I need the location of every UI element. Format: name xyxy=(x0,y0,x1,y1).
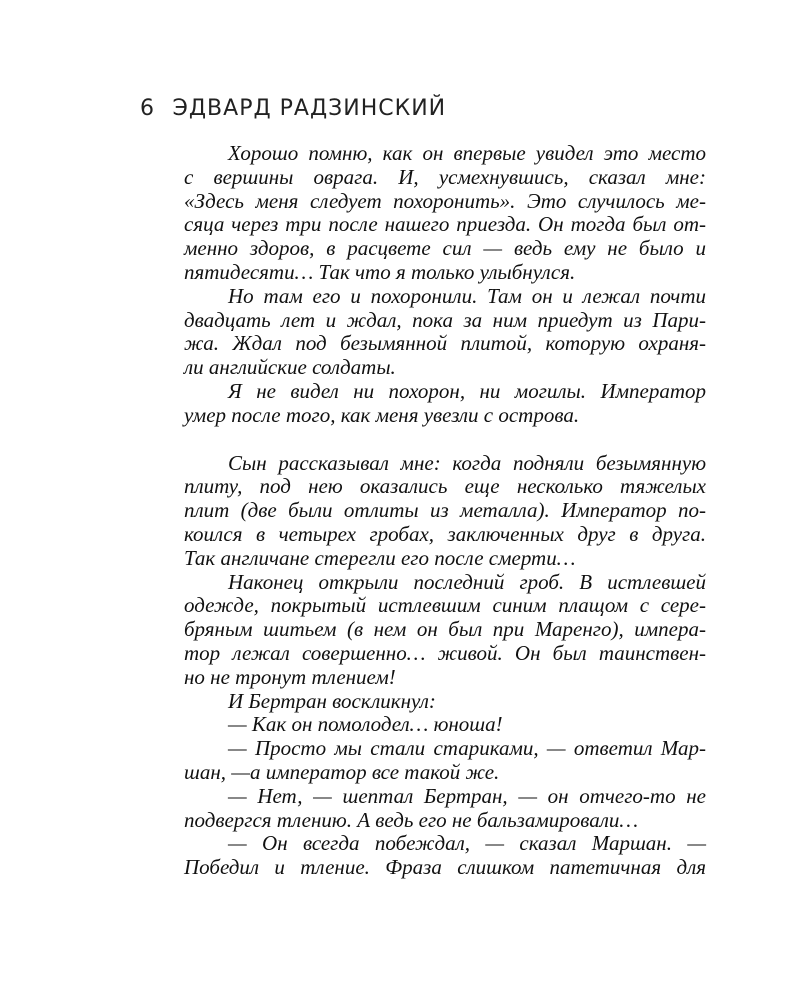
text-line: двадцать лет и ждал, пока за ним приедут из Пари- xyxy=(184,307,706,332)
text-line: сяца через три после нашего приезда. Он тогда был от- xyxy=(184,212,706,237)
text-line: — Он всегда побеждал, — сказал Маршан. — xyxy=(228,831,706,856)
paragraph xyxy=(140,737,706,785)
text-line: бряным шитьем (в нем он был при Маренго), импера- xyxy=(184,617,706,642)
section-break xyxy=(140,428,706,452)
paragraph xyxy=(140,571,706,690)
paragraph xyxy=(140,713,706,737)
text-line: ли английские солдаты. xyxy=(184,355,396,380)
text-line: И Бертран воскликнул: xyxy=(228,688,436,713)
text-line: — Как он помолодел… юноша! xyxy=(228,712,503,737)
text-line: Сын рассказывал мне: когда подняли безымянную xyxy=(228,450,706,475)
paragraph xyxy=(140,832,706,880)
text-line: Наконец открыли последний гроб. В истлевшей xyxy=(228,569,706,594)
text-line: подвергся тлению. А ведь его не бальзамировали… xyxy=(184,807,639,832)
text-line: Но там его и похоронили. Там он и лежал почти xyxy=(228,283,706,308)
text-line: плиту, под нею оказались еще несколько тяжелых xyxy=(184,474,706,499)
text-line: плит (две были отлиты из металла). Император по- xyxy=(184,498,706,523)
paragraph xyxy=(140,690,706,714)
text-line: но не тронут тлением! xyxy=(184,664,396,689)
text-line: «Здесь меня следует похоронить». Это случилось ме- xyxy=(184,188,706,213)
paragraph xyxy=(140,380,706,428)
text-line: менно здоров, в расцвете сил — ведь ему не было и xyxy=(184,236,706,261)
text-line: — Просто мы стали стариками, — ответил Мар- xyxy=(228,736,706,761)
text-line: Я не видел ни похорон, ни могилы. Император xyxy=(228,378,706,403)
text-line: Хорошо помню, как он впервые увидел это место xyxy=(228,141,706,165)
text-line: Так англичане стерегли его после смерти… xyxy=(184,545,576,570)
running-head: ЭДВАРД РАДЗИНСКИЙ xyxy=(172,96,447,121)
text-line: шан, —а император все такой же. xyxy=(184,759,500,784)
text-line: Победил и тление. Фраза слишком патетичная для xyxy=(184,855,706,880)
text-line: — Нет, — шептал Бертран, — он отчего-то не xyxy=(228,783,706,808)
paragraph xyxy=(140,285,706,380)
paragraph xyxy=(140,785,706,833)
text-line: с вершины оврага. И, усмехнувшись, сказал мне: xyxy=(184,164,706,189)
page-header xyxy=(140,96,446,121)
text-line: одежде, покрытый истлевшим синим плащом с сере- xyxy=(184,593,706,618)
text-line: жа. Ждал под безымянной плитой, которую охраня- xyxy=(184,331,706,356)
text-line: коился в четырех гробах, заключенных друг в друга. xyxy=(184,521,706,546)
text-line: тор лежал совершенно… живой. Он был таинствен- xyxy=(184,640,706,665)
body-text xyxy=(140,142,706,880)
paragraph xyxy=(140,142,706,285)
text-line: умер после того, как меня увезли с острова. xyxy=(184,402,580,427)
page-number: 6 xyxy=(140,96,155,121)
paragraph xyxy=(140,452,706,571)
text-line: пятидесяти… Так что я только улыбнулся. xyxy=(184,259,576,284)
